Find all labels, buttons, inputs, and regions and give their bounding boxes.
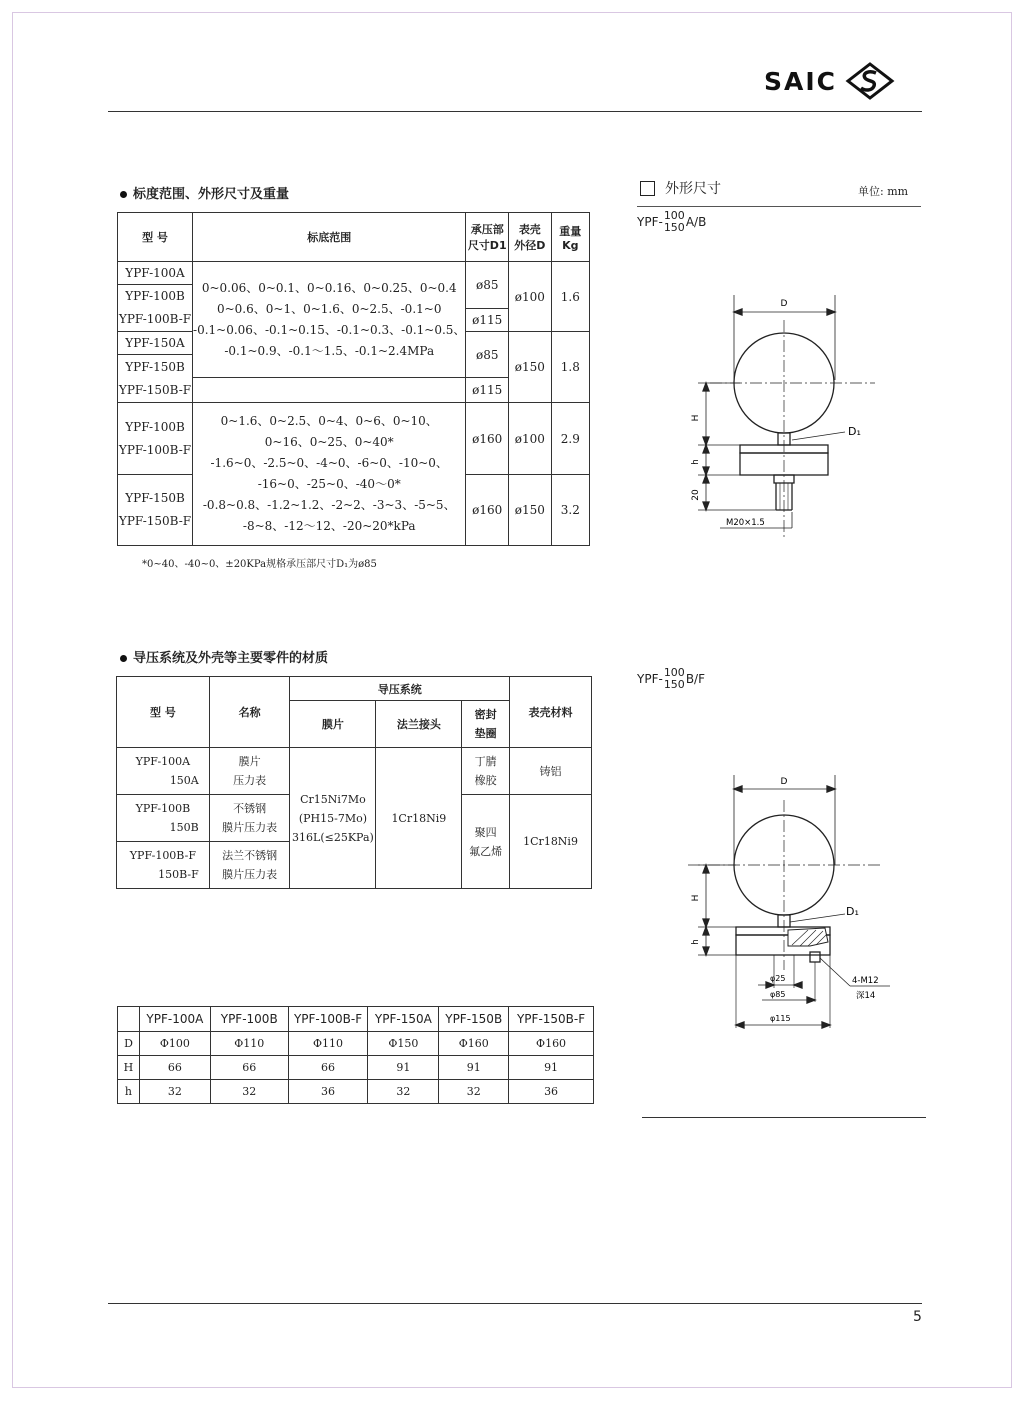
- table-row: [118, 1032, 594, 1056]
- value-cell: 91: [439, 1056, 509, 1080]
- value-cell: Φ100: [139, 1032, 210, 1056]
- range-cell-mpa: 0~0.06、0~0.1、0~0.16、0~0.25、0~0.4 0~0.6、0~1、0~1.6、0~2.5、-0.1~0 -0.1~0.06、-0.1~0.15、-0.1~0.3、-0.1~0.5、 -0.1~0.9、-0.1～1.5、-0.1~2.4MPa: [193, 262, 466, 378]
- row-label: h: [118, 1080, 140, 1104]
- d-cell: ø100: [509, 262, 552, 332]
- value-cell: 36: [509, 1080, 594, 1104]
- section1-title: 标度范围、外形尺寸及重量: [120, 183, 289, 202]
- dimensions-rule: [637, 206, 921, 207]
- d1-cell: ø115: [466, 378, 509, 403]
- value-cell: 91: [368, 1056, 439, 1080]
- d1-label: D₁: [848, 425, 861, 438]
- bullet-icon: [120, 655, 127, 662]
- model-cell: YPF-150B YPF-150B-F: [118, 355, 193, 403]
- value-cell: Φ110: [288, 1032, 368, 1056]
- model-cell: YPF-100A 150A: [117, 748, 210, 795]
- model-cell: YPF-150A: [118, 332, 193, 355]
- saic-emblem-icon: [845, 62, 895, 100]
- row-label: H: [118, 1056, 140, 1080]
- d1-cell: ø160: [466, 475, 509, 546]
- seal-cell: 聚四 氟乙烯: [462, 795, 510, 889]
- header-model: 型 号: [118, 213, 193, 262]
- drawing-ab: [680, 290, 900, 550]
- phi115-label: φ115: [770, 1014, 791, 1023]
- header-model: 型 号: [117, 677, 210, 748]
- name-cell: 膜片 压力表: [209, 748, 290, 795]
- d1-cell: ø160: [466, 403, 509, 475]
- value-cell: 66: [139, 1056, 210, 1080]
- d1-cell: ø115: [466, 308, 509, 332]
- model-cell: YPF-150B YPF-150B-F: [118, 475, 193, 546]
- table-row: [118, 1080, 594, 1104]
- brand-logo: [764, 62, 895, 100]
- d-label: D: [780, 777, 788, 787]
- depth-label: 深14: [856, 991, 876, 1001]
- d-label: D: [780, 299, 788, 309]
- thread-label: M20×1.5: [726, 518, 765, 528]
- case-cell: 1Cr18Ni9: [510, 795, 592, 889]
- table-header-row: [118, 213, 590, 262]
- dimensions-title: 外形尺寸: [640, 178, 721, 198]
- header-rule: [108, 111, 922, 112]
- dimensions-bottom-rule: [642, 1117, 926, 1118]
- d-cell: ø150: [509, 332, 552, 403]
- range-cell-kpa: 0~1.6、0~2.5、0~4、0~6、0~10、 0~16、0~25、0~40* -1.6~0、-2.5~0、-4~0、-6~0、-10~0、 -16~0、-25~0、-40～0* -0.8~0.8、-1.2~1.2、-2~2、-3~3、-5~5、 -8~8、-12～12、-20~20*kPa: [193, 403, 466, 546]
- header-seal: 密封 垫圈: [462, 701, 510, 748]
- header-d1: 承压部 尺寸D1: [466, 213, 509, 262]
- model-fraction: 100 150: [663, 666, 685, 691]
- model-cell: YPF-100B-F 150B-F: [117, 842, 210, 889]
- h-lower-label: h: [691, 459, 701, 465]
- unit-label: 单位: mm: [858, 185, 909, 198]
- value-cell: 32: [439, 1080, 509, 1104]
- footer-rule: [108, 1303, 922, 1304]
- h-upper-label: H: [691, 414, 701, 422]
- footnote: *0~40、-40~0、±20KPa规格承压部尺寸D₁为ø85: [142, 559, 377, 570]
- table-header-row: [117, 677, 592, 701]
- column-header: YPF-150A: [368, 1007, 439, 1032]
- dimension-table: [117, 1006, 594, 1104]
- header-flange: 法兰接头: [376, 701, 462, 748]
- value-cell: 66: [210, 1056, 288, 1080]
- value-cell: Φ110: [210, 1032, 288, 1056]
- range-blank-cell: [193, 378, 466, 403]
- model-cell: YPF-100B YPF-100B-F: [118, 403, 193, 475]
- phi25-label: φ25: [770, 974, 786, 983]
- column-header: YPF-100B-F: [288, 1007, 368, 1032]
- brand-name: SAIC: [764, 66, 838, 96]
- value-cell: 36: [288, 1080, 368, 1104]
- bullet-icon: [120, 191, 127, 198]
- header-diaphragm: 膜片: [290, 701, 376, 748]
- value-cell: 91: [509, 1056, 594, 1080]
- header-blank: [118, 1007, 140, 1032]
- header-weight: 重量 Kg: [551, 213, 589, 262]
- header-range: 标底范围: [193, 213, 466, 262]
- table-row: [118, 403, 590, 475]
- name-cell: 法兰不锈钢 膜片压力表: [209, 842, 290, 889]
- d1-cell: ø85: [466, 332, 509, 378]
- twenty-label: 20: [691, 489, 701, 501]
- value-cell: 32: [210, 1080, 288, 1104]
- h-lower-label: h: [691, 939, 701, 945]
- header-name: 名称: [209, 677, 290, 748]
- column-header: YPF-100B: [210, 1007, 288, 1032]
- value-cell: 32: [139, 1080, 210, 1104]
- table-row: [118, 262, 590, 285]
- value-cell: Φ150: [368, 1032, 439, 1056]
- value-cell: Φ160: [439, 1032, 509, 1056]
- model-cell: YPF-100B 150B: [117, 795, 210, 842]
- model-cell: YPF-100A: [118, 262, 193, 285]
- material-table: [116, 676, 592, 889]
- weight-cell: 1.6: [551, 262, 589, 332]
- range-size-weight-table: [117, 212, 590, 546]
- model-cell: YPF-100B YPF-100B-F: [118, 285, 193, 332]
- value-cell: Φ160: [509, 1032, 594, 1056]
- value-cell: 32: [368, 1080, 439, 1104]
- name-cell: 不锈钢 膜片压力表: [209, 795, 290, 842]
- model-label-ab: YPF- 100 150 A/B: [637, 209, 707, 234]
- weight-cell: 2.9: [551, 403, 589, 475]
- table-header-row: [118, 1007, 594, 1032]
- h-upper-label: H: [691, 894, 701, 902]
- header-pressure-system: 导压系统: [290, 677, 510, 701]
- flange-cell: 1Cr18Ni9: [376, 748, 462, 889]
- column-header: YPF-150B: [439, 1007, 509, 1032]
- d1-cell: ø85: [466, 262, 509, 309]
- d1-label: D₁: [846, 905, 859, 918]
- column-header: YPF-150B-F: [509, 1007, 594, 1032]
- seal-cell: 丁腈 橡胶: [462, 748, 510, 795]
- table-row: [117, 748, 592, 795]
- page-number: 5: [913, 1309, 922, 1325]
- column-header: YPF-100A: [139, 1007, 210, 1032]
- header-case-material: 表壳材料: [510, 677, 592, 748]
- case-cell: 铸铝: [510, 748, 592, 795]
- model-label-bf: YPF- 100 150 B/F: [637, 666, 705, 691]
- table-row: [118, 1056, 594, 1080]
- section2-title: 导压系统及外壳等主要零件的材质: [120, 647, 328, 666]
- phi85-label: φ85: [770, 990, 786, 999]
- d-cell: ø150: [509, 475, 552, 546]
- value-cell: 66: [288, 1056, 368, 1080]
- diaphragm-cell: Cr15Ni7Mo (PH15-7Mo) 316L(≤25KPa): [290, 748, 376, 889]
- drawing-bf: [680, 770, 910, 1040]
- bolt-label: 4-M12: [852, 976, 879, 986]
- weight-cell: 3.2: [551, 475, 589, 546]
- square-icon: [640, 181, 655, 196]
- d-cell: ø100: [509, 403, 552, 475]
- weight-cell: 1.8: [551, 332, 589, 403]
- model-fraction: 100 150: [663, 209, 685, 234]
- row-label: D: [118, 1032, 140, 1056]
- header-d: 表壳 外径D: [509, 213, 552, 262]
